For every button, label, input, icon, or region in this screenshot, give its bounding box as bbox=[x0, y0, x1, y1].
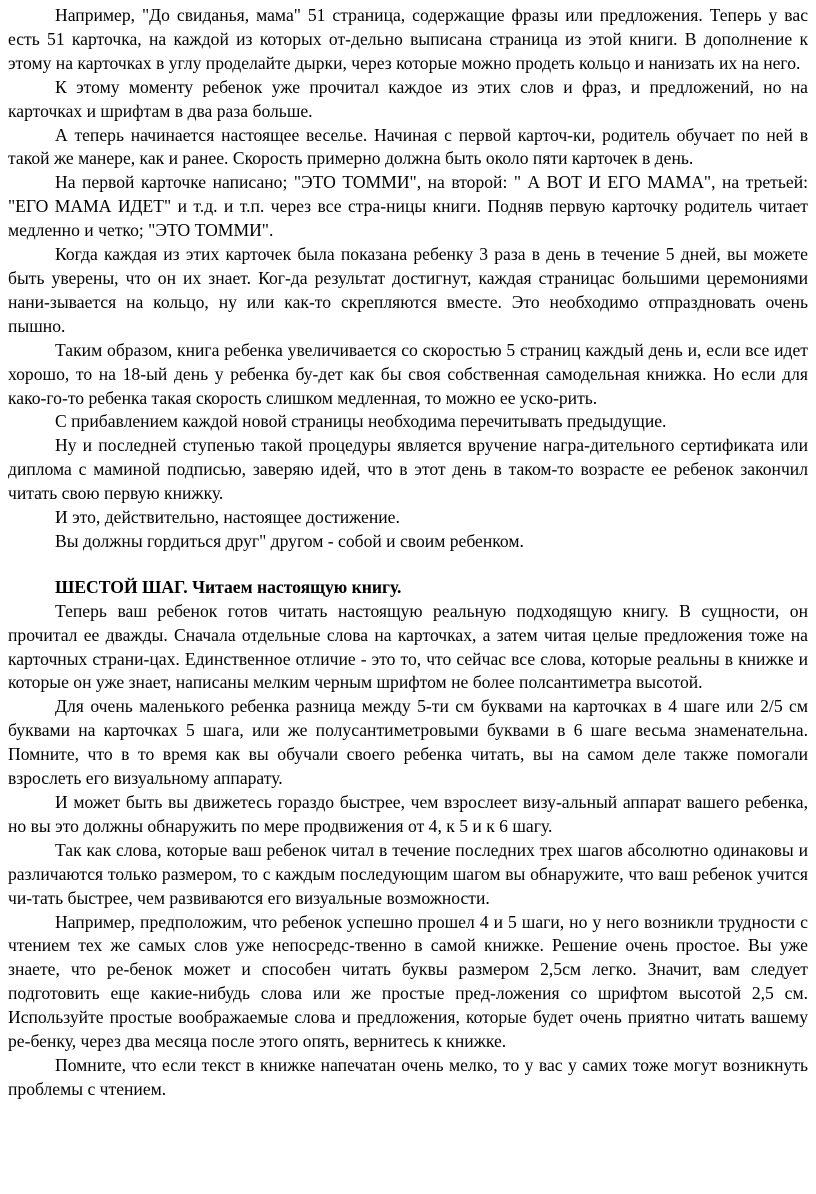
paragraph: Ну и последней ступенью такой процедуры является вручение награ-дительного сертификата или диплома с маминой подписью, заверяю идей, что в этот день в таком-то возрасте ее ребенок закончил читать свою первую книжку. bbox=[8, 435, 808, 504]
paragraph: А теперь начинается настоящее веселье. Начиная с первой карточ-ки, родитель обучает по ней в такой же манере, как и ранее. Скорость примерно должна быть около пяти карточек в день. bbox=[8, 124, 808, 169]
paragraph: И может быть вы движетесь гораздо быстрее, чем взрослеет визу-альный аппарат вашего ребенка, но вы это должны обнаружить по мере продвижения от 4, к 5 и к 6 шагу. bbox=[8, 792, 808, 836]
section-heading bbox=[8, 576, 808, 600]
paragraph: И это, действительно, настоящее достижение. bbox=[55, 507, 400, 528]
heading-title: Читаем настоящую книгу. bbox=[192, 576, 402, 597]
paragraph: Для очень маленького ребенка разница между 5-ти см буквами на карточках в 4 шаге или 2/5 см буквами на карточках 5 шага, или же полусантиметровыми буквами в 6 шаге весьма знаменательна. Помните, что в то время как вы обучали своего ребенка читать, вы на самом деле также помогали взрослеть его визуальному аппарату. bbox=[8, 696, 808, 789]
paragraph: Когда каждая из этих карточек была показана ребенку 3 раза в день в течение 5 дней, вы можете быть уверены, что он их знает. Ког-да результат достигнут, каждая страницас большими церемониями нани-зывается на кольцо, ну или как-то скрепляются вместе. Это необходимо отпраздновать очень пышно. bbox=[8, 244, 808, 336]
heading-prefix: ШЕСТОЙ ШАГ. bbox=[55, 576, 188, 597]
paragraph: Теперь ваш ребенок готов читать настоящую реальную подходящую книгу. В сущности, он прочитал ее дважды. Сначала отдельные слова на карточках, а затем читая целые предложения тоже на карточных страни-цах. Единственное отличие - это то, что сейчас все слова, которые реальны в книжке и которые он уже знает, написаны мелким черным шрифтом не более полсантиметра высотой. bbox=[8, 600, 808, 693]
paragraph: К этому моменту ребенок уже прочитал каждое из этих слов и фраз, и предложений, но на карточках и шрифтам в два раза больше. bbox=[8, 76, 808, 121]
paragraph: С прибавлением каждой новой страницы необходима перечитывать предыдущие. bbox=[55, 411, 667, 432]
paragraph: Таким образом, книга ребенка увеличивается со скоростью 5 страниц каждый день и, если все идет хорошо, то на 18-ый день у ребенка бу-дет как бы своя собственная самодельная книжка. Но если для како-го-то ребенка такая скорость слишком медленная, то можно ее уско-рить. bbox=[8, 339, 808, 408]
paragraph: Помните, что если текст в книжке напечатан очень мелко, то у вас у самих тоже могут возникнуть проблемы с чтением. bbox=[8, 1054, 808, 1099]
paragraph: Например, предположим, что ребенок успешно прошел 4 и 5 шаги, но у него возникли трудности с чтением тех же самых слов уже непосредс-твенно в самой книжке. Решение очень простое. Вы уже знаете, что ре-бенок может и способен читать буквы размером 2,5см легко. Значит, вам следует подготовить еще какие-нибудь слова или же простые пред-ложения со шрифтом высотой 2,5 см. Используйте простые воображаемые слова и предложения, которые будет очень приятно читать вашему ре-бенку, через два месяца после этого опять, вернитесь к книжке. bbox=[8, 911, 808, 1052]
paragraph: Например, "До свиданья, мама" 51 страница, содержащие фразы или предложения. Теперь у вас есть 51 карточка, на каждой из которых от-дельно выписана страница из этой книги. В дополнение к этому на карточках в углу проделайте дырки, через которые можно продеть кольцо и нанизать их на него. bbox=[8, 5, 808, 73]
paragraph: На первой карточке написано; "ЭТО ТОММИ", на второй: " А ВОТ И ЕГО МАМА", на третьей: "ЕГО МАМА ИДЕТ" и т.д. и т.п. через все стра-ницы книги. Подняв первую карточку родитель читает медленно и четко; "ЭТО ТОММИ". bbox=[8, 172, 808, 241]
paragraph: Так как слова, которые ваш ребенок читал в течение последних трех шагов абсолютно одинаковы и различаются только размером, то с каждым последующим шагом вы обнаружите, что ваш ребенок учится чи-тать быстрее, чем развиваются его визуальные возможности. bbox=[8, 839, 808, 908]
paragraph: Вы должны гордиться друг" другом - собой и своим ребенком. bbox=[55, 530, 524, 551]
section-spacer bbox=[8, 554, 808, 576]
